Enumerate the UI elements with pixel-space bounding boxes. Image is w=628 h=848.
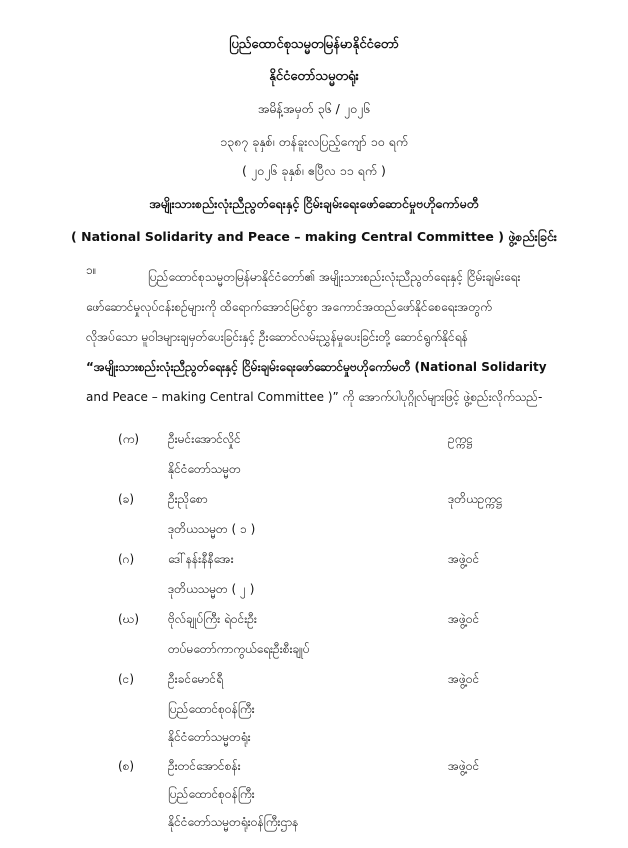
member-index: (စ) — [118, 759, 135, 773]
member-role: အဖွဲ့ဝင် — [448, 759, 480, 773]
member-name: ဗိုလ်ချုပ်ကြီး ရဲဝင်းဦး — [168, 612, 257, 626]
org-heading: ပြည်ထောင်စုသမ္မတမြန်မာနိုင်ငံတော် — [229, 37, 399, 52]
member-title: ဒုတိယသမ္မတ ( ၂ ) — [168, 582, 255, 596]
office-heading: နိုင်ငံတော်သမ္မတရုံး — [269, 69, 359, 84]
member-office: နိုင်ငံတော်သမ္မတရုံးဝန်ကြီးဌာန — [168, 815, 299, 829]
member-name: ဦးတင်အောင်စန်း — [168, 759, 241, 773]
paragraph-line: လိုအပ်သော မူဝါဒများချမှတ်ပေးခြင်းနှင့် ဦးဆောင်လမ်းညွှန်မှုပေးခြင်းတို့ ဆောင်ရွက်နိုင်ရန် — [86, 330, 468, 344]
document-title: အမျိုးသားစည်းလုံးညီညွတ်ရေးနှင့် ငြိမ်းချမ်းရေးဖော်ဆောင်မှုဗဟိုကော်မတီ — [149, 196, 479, 211]
member-index: (က) — [118, 432, 140, 446]
member-title: ပြည်ထောင်စုဝန်ကြီး — [168, 787, 255, 801]
document-subtitle: ( National Solidarity and Peace – making Central Committee ) ဖွဲ့စည်းခြင်း — [71, 229, 557, 244]
paragraph-line: ဖော်ဆောင်မှုလုပ်ငန်းစဉ်များကို ထိရောက်အောင်မြင်စွာ အကောင်အထည်ဖော်နိုင်စေရေးအတွက် — [86, 300, 492, 314]
member-index: (ဂ) — [118, 552, 135, 566]
member-name: ဦးမင်းအောင်လှိုင် — [168, 432, 241, 446]
paragraph-line: and Peace – making Central Committee )” ကို အောက်ပါပုဂ္ဂိုလ်များဖြင့် ဖွဲ့စည်းလိုက်သည်- — [86, 390, 543, 404]
member-role: အဖွဲ့ဝင် — [448, 672, 480, 686]
member-title: ပြည်ထောင်စုဝန်ကြီး — [168, 702, 255, 716]
member-role: အဖွဲ့ဝင် — [448, 612, 480, 626]
member-role: ဒုတိယဥက္ကဋ္ဌ — [448, 492, 503, 506]
member-name: ဒေါ်နန်းနီနီအေး — [168, 552, 234, 566]
member-role: ဥက္ကဋ္ဌ — [448, 432, 473, 446]
date-gregorian: ( ၂၀၂၆ ခုနှစ်၊ ဧပြီလ ၁၁ ရက် ) — [242, 163, 386, 178]
notification-number: အမိန့်အမှတ် ၃၆ / ၂၀၂၆ — [257, 101, 371, 116]
paragraph-line: ပြည်ထောင်စုသမ္မတမြန်မာနိုင်ငံတော်၏ အမျိုးသားစည်းလုံးညီညွတ်ရေးနှင့် ငြိမ်းချမ်းရေး — [148, 270, 521, 284]
member-title: တပ်မတော်ကာကွယ်ရေးဦးစီးချုပ် — [168, 642, 310, 656]
member-title: ဒုတိယသမ္မတ ( ၁ ) — [168, 522, 256, 536]
member-role: အဖွဲ့ဝင် — [448, 552, 480, 566]
member-index: (ခ) — [118, 492, 135, 506]
member-index: (င) — [118, 672, 135, 686]
paragraph-line: “အမျိုးသားစည်းလုံးညီညွတ်ရေးနှင့် ငြိမ်းချမ်းရေးဖော်ဆောင်မှုဗဟိုကော်မတီ (National Solidarity — [86, 360, 547, 374]
member-name: ဦးညိုစော — [168, 492, 208, 506]
member-title: နိုင်ငံတော်သမ္မတ — [168, 462, 241, 476]
paragraph-number: ၁။ — [86, 263, 97, 277]
member-index: (ဃ) — [118, 612, 140, 626]
member-office: နိုင်ငံတော်သမ္မတရုံး — [168, 730, 251, 744]
date-myanmar: ၁၃၈၇ ခုနှစ်၊ တန်ခူးလပြည့်ကျော် ၁၀ ရက် — [219, 134, 409, 149]
member-name: ဦးခင်မောင်ရီ — [168, 672, 223, 686]
